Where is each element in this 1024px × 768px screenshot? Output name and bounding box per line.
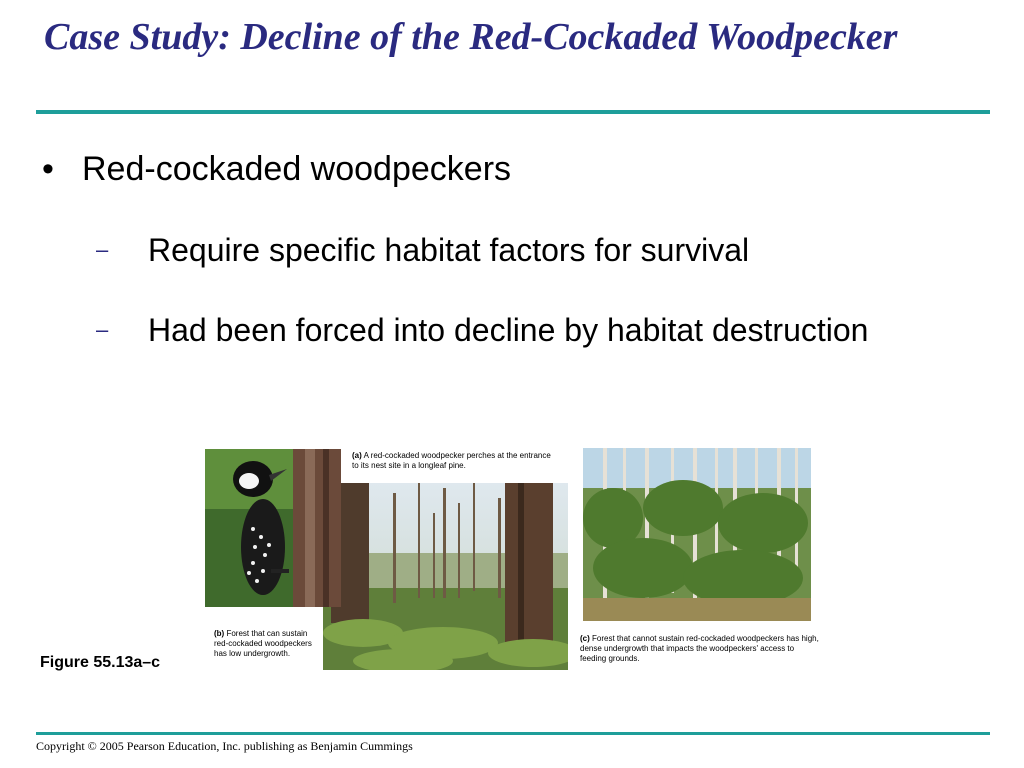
- caption-b: [214, 629, 319, 659]
- title-divider: [36, 110, 990, 114]
- sub-bullet-text: Require specific habitat factors for survival: [148, 232, 750, 268]
- sub-bullet-1: [96, 226, 908, 276]
- caption-a-tag: (a): [352, 451, 362, 460]
- caption-a: [352, 451, 552, 471]
- bullet-dot: •: [42, 150, 54, 188]
- slide-title: Case Study: Decline of the Red-Cockaded Woodpecker: [44, 16, 898, 58]
- caption-b-text: Forest that can sustain red-cockaded woodpeckers has low undergrowth.: [214, 629, 312, 658]
- photo-open-pine-forest: [323, 483, 568, 670]
- caption-b-tag: (b): [214, 629, 225, 638]
- photo-dense-forest: [583, 448, 811, 621]
- sub-bullet-text: Had been forced into decline by habitat destruction: [148, 312, 869, 348]
- caption-c: [580, 634, 820, 664]
- bullet-main: [42, 148, 511, 190]
- sub-bullet-dash: –: [96, 237, 109, 262]
- sub-bullet-2: [96, 306, 908, 356]
- figure-label: Figure 55.13a–c: [40, 654, 161, 671]
- copyright-text: Copyright © 2005 Pearson Education, Inc. publishing as Benjamin Cummings: [36, 739, 413, 753]
- footer-divider: [36, 732, 990, 735]
- caption-c-text: Forest that cannot sustain red-cockaded woodpeckers has high, dense undergrowth that impacts the woodpeckers' access to feeding grounds.: [580, 634, 819, 663]
- caption-c-tag: (c): [580, 634, 590, 643]
- photo-woodpecker: [205, 449, 341, 607]
- caption-a-text: A red-cockaded woodpecker perches at the entrance to its nest site in a longleaf pine.: [352, 451, 551, 470]
- bullet-main-text: Red-cockaded woodpeckers: [82, 150, 512, 188]
- sub-bullet-dash: –: [96, 317, 109, 342]
